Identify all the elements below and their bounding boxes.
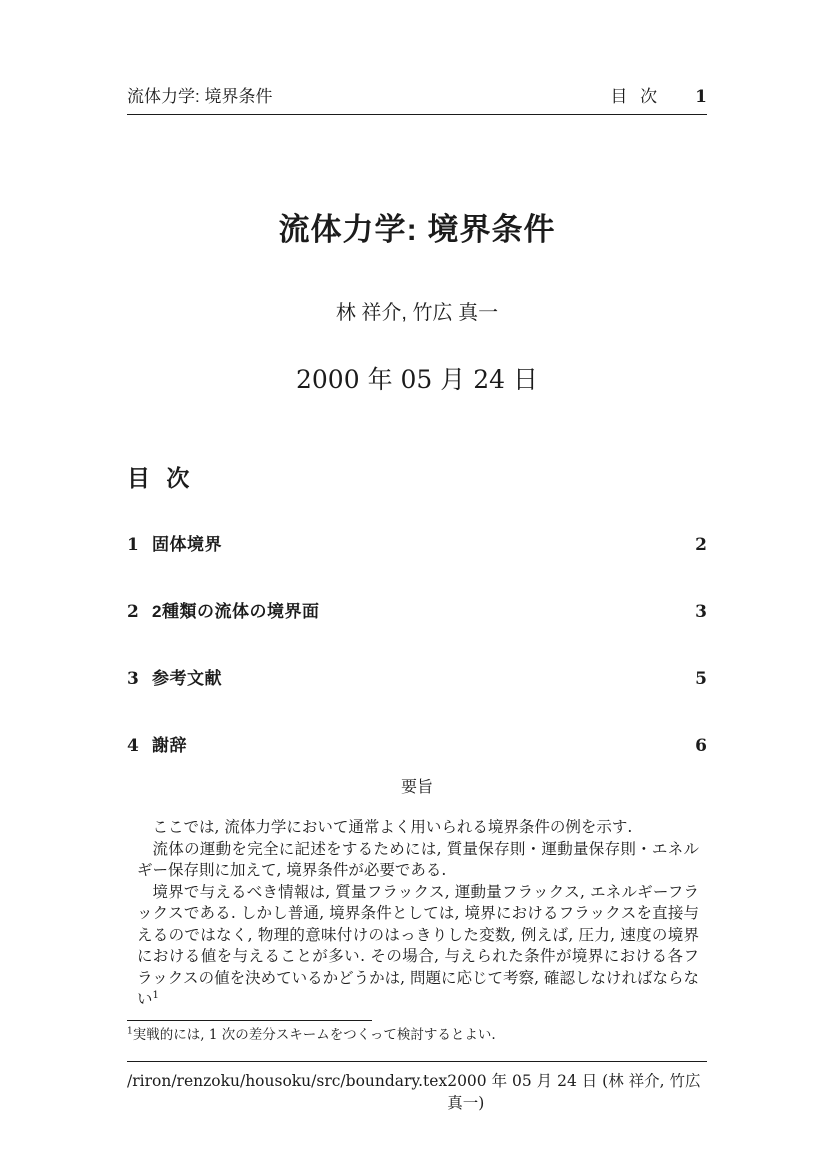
page-footer — [127, 1069, 707, 1113]
toc-entry-references — [127, 664, 707, 689]
toc-entry-number: 2 — [127, 602, 139, 622]
abstract-paragraph-1: ここでは, 流体力学において通常よく用いられる境界条件の例を示す. — [152, 818, 633, 836]
document-authors: 林 祥介, 竹広 真一 — [335, 302, 499, 324]
running-header — [127, 82, 707, 115]
abstract-heading: 要旨 — [400, 777, 433, 796]
footer-date-authors: 2000 年 05 月 24 日 (林 祥介, 竹広 真一) — [447, 1072, 701, 1112]
footer-rule — [127, 1061, 707, 1062]
document-title: 流体力学: 境界条件 — [278, 212, 556, 247]
toc-entry-page: 6 — [695, 736, 707, 756]
footnote-rule — [127, 1020, 372, 1021]
header-section-mark: 目 次 — [610, 87, 662, 106]
toc-entry-number: 4 — [127, 736, 139, 756]
footnote — [127, 1026, 707, 1044]
abstract-body — [137, 817, 699, 1011]
footnote-text: 実戦的には, 1 次の差分スキームをつくって検討するとよい. — [132, 1027, 496, 1043]
abstract-paragraph-2: 流体の運動を完全に記述をするためには, 質量保存則・運動量保存則・エネルギー保存則に加えて, 境界条件が必要である. — [137, 839, 699, 879]
footer-file-path: /riron/renzoku/housoku/src/boundary.tex — [127, 1072, 448, 1090]
document-date: 2000 年 05 月 24 日 — [296, 365, 538, 394]
header-page-number: 1 — [695, 87, 707, 107]
abstract-paragraph-3 — [137, 882, 699, 1011]
toc-entry-acknowledgements — [127, 731, 707, 756]
header-right — [610, 82, 707, 107]
toc-entry-solid-boundary — [127, 530, 707, 555]
header-document-title: 流体力学: 境界条件 — [127, 87, 273, 106]
toc-entry-page: 3 — [695, 602, 707, 622]
toc-entry-page: 2 — [695, 535, 707, 555]
toc-list — [127, 530, 707, 798]
toc-entry-label: 謝辞 — [152, 736, 187, 755]
toc-entry-number: 1 — [127, 535, 139, 555]
footnote-reference-mark: 1 — [152, 989, 159, 1001]
toc-heading: 目 次 — [127, 465, 195, 491]
footnote-marker: 1 — [127, 1026, 133, 1037]
toc-entry-number: 3 — [127, 669, 139, 689]
toc-entry-two-fluid-interface — [127, 597, 707, 622]
toc-entry-label: 固体境界 — [152, 535, 222, 554]
toc-entry-label: 2種類の流体の境界面 — [152, 602, 320, 621]
abstract-paragraph-3-text: 境界で与えるべき情報は, 質量フラックス, 運動量フラックス, エネルギーフラックスである. しかし普通, 境界条件としては, 境界におけるフラックスを直接与えるのではなく, 物理的意味付けのはっきりした変数, 例えば, 圧力, 速度の境界における値を与えることが多い. その場合, 与えられた条件が境界における各フラックスの値を決めているかどうかは, 問題に応じて考察, 確認しなければならない — [137, 882, 699, 1008]
toc-entry-label: 参考文献 — [152, 669, 222, 688]
toc-entry-page: 5 — [695, 669, 707, 689]
